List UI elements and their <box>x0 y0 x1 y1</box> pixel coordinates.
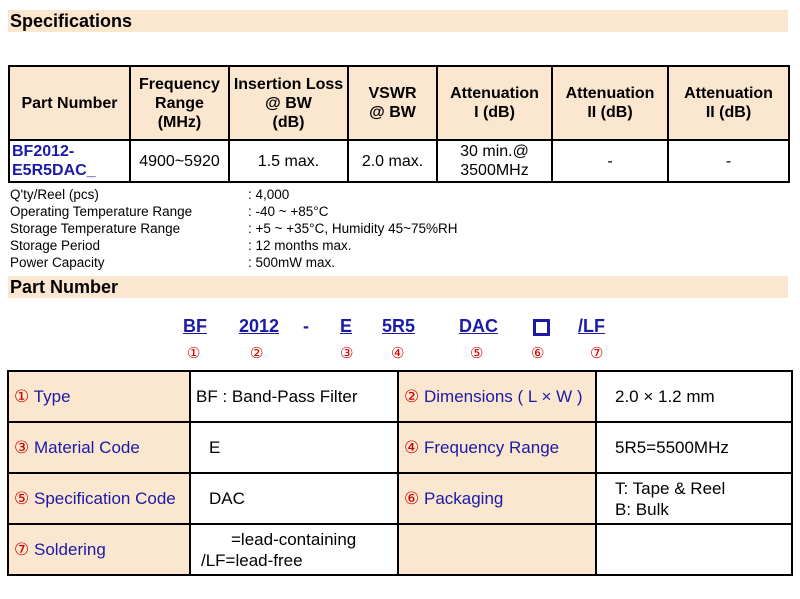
pn-row <box>8 422 792 473</box>
property-row <box>10 203 458 220</box>
property-row <box>10 220 458 237</box>
pn-value-soldering <box>190 524 398 575</box>
header-insertion-loss: Insertion Loss @ BW (dB) <box>229 66 348 140</box>
property-label: Operating Temperature Range <box>10 204 193 219</box>
spec-data-row <box>9 140 789 182</box>
code-number-6: ⑥ <box>531 345 545 362</box>
packaging-line: B: Bulk <box>615 499 669 519</box>
code-number-4: ④ <box>391 345 405 362</box>
soldering-line: =lead-containing <box>231 529 357 549</box>
circled-number: ⑥ <box>404 489 420 508</box>
code-part-material: E <box>340 316 353 336</box>
property-label: Storage Temperature Range <box>10 221 181 236</box>
pn-value-spec-code: DAC <box>190 473 398 524</box>
pn-label-packaging <box>398 473 596 524</box>
circled-number: ① <box>14 387 30 406</box>
property-label: Power Capacity <box>10 255 105 270</box>
label-text: Soldering <box>33 540 106 559</box>
part-number-heading: Part Number <box>8 276 788 298</box>
pn-value-type: BF : Band-Pass Filter <box>190 371 398 422</box>
code-dash: - <box>303 316 309 336</box>
code-packaging-box <box>533 319 550 336</box>
circled-number: ④ <box>404 438 420 457</box>
pn-row <box>8 524 792 575</box>
pn-label-soldering <box>8 524 190 575</box>
spec-header-row <box>9 66 789 140</box>
property-value: : 500mW max. <box>248 255 336 270</box>
part-number-table <box>7 370 793 576</box>
code-number-7: ⑦ <box>590 345 604 362</box>
pn-value-frequency: 5R5=5500MHz <box>596 422 792 473</box>
header-attenuation-2: Attenuation II (dB) <box>552 66 668 140</box>
cell-part-number: BF2012-E5R5DAC_ <box>9 140 130 182</box>
property-label: Storage Period <box>10 238 101 253</box>
pn-value-packaging <box>596 473 792 524</box>
pn-empty-label <box>398 524 596 575</box>
property-row <box>10 186 458 203</box>
property-label: Q'ty/Reel (pcs) <box>10 187 99 202</box>
pn-label-material <box>8 422 190 473</box>
pn-value-dimensions: 2.0 × 1.2 mm <box>596 371 792 422</box>
cell-attenuation-2: - <box>552 140 668 182</box>
header-frequency-range: Frequency Range (MHz) <box>130 66 229 140</box>
code-number-3: ③ <box>340 345 354 362</box>
circled-number: ③ <box>14 438 30 457</box>
label-text: Frequency Range <box>423 438 560 457</box>
code-number-2: ② <box>250 345 264 362</box>
cell-insertion-loss: 1.5 max. <box>229 140 348 182</box>
pn-label-dimensions <box>398 371 596 422</box>
circled-number: ⑤ <box>14 489 30 508</box>
pn-value-material: E <box>190 422 398 473</box>
circled-number: ② <box>404 387 420 406</box>
property-row <box>10 237 458 254</box>
code-part-series: BF <box>183 316 207 336</box>
code-number-5: ⑤ <box>470 345 484 362</box>
property-value: : -40 ~ +85°C <box>248 204 329 219</box>
code-part-soldering: /LF <box>578 316 605 336</box>
pn-label-type <box>8 371 190 422</box>
pn-empty-value <box>596 524 792 575</box>
label-text: Dimensions ( L × W ) <box>423 387 583 406</box>
pn-label-spec-code <box>8 473 190 524</box>
label-text: Type <box>33 387 71 406</box>
property-row <box>10 254 458 271</box>
code-part-frequency: 5R5 <box>382 316 416 336</box>
cell-attenuation-3: - <box>668 140 789 182</box>
cell-vswr: 2.0 max. <box>348 140 437 182</box>
circled-number: ⑦ <box>14 540 30 559</box>
pn-label-frequency <box>398 422 596 473</box>
specifications-heading: Specifications <box>8 10 788 32</box>
code-part-dimension: 2012 <box>239 316 280 336</box>
cell-attenuation-1: 30 min.@ 3500MHz <box>437 140 552 182</box>
packaging-line: T: Tape & Reel <box>615 478 726 498</box>
code-number-1: ① <box>187 345 201 362</box>
pn-row <box>8 473 792 524</box>
label-text: Material Code <box>33 438 140 457</box>
cell-frequency-range: 4900~5920 <box>130 140 229 182</box>
label-text: Specification Code <box>33 489 176 508</box>
header-attenuation-3: Attenuation II (dB) <box>668 66 789 140</box>
label-text: Packaging <box>423 489 504 508</box>
soldering-line: /LF=lead-free <box>201 550 303 570</box>
specifications-table <box>8 65 790 183</box>
properties-list <box>10 186 458 271</box>
header-vswr: VSWR @ BW <box>348 66 437 140</box>
pn-row <box>8 371 792 422</box>
header-part-number: Part Number <box>9 66 130 140</box>
property-value: : 4,000 <box>248 187 290 202</box>
header-attenuation-1: Attenuation I (dB) <box>437 66 552 140</box>
property-value: : 12 months max. <box>248 238 352 253</box>
code-part-spec: DAC <box>459 316 498 336</box>
property-value: : +5 ~ +35°C, Humidity 45~75%RH <box>248 221 458 236</box>
